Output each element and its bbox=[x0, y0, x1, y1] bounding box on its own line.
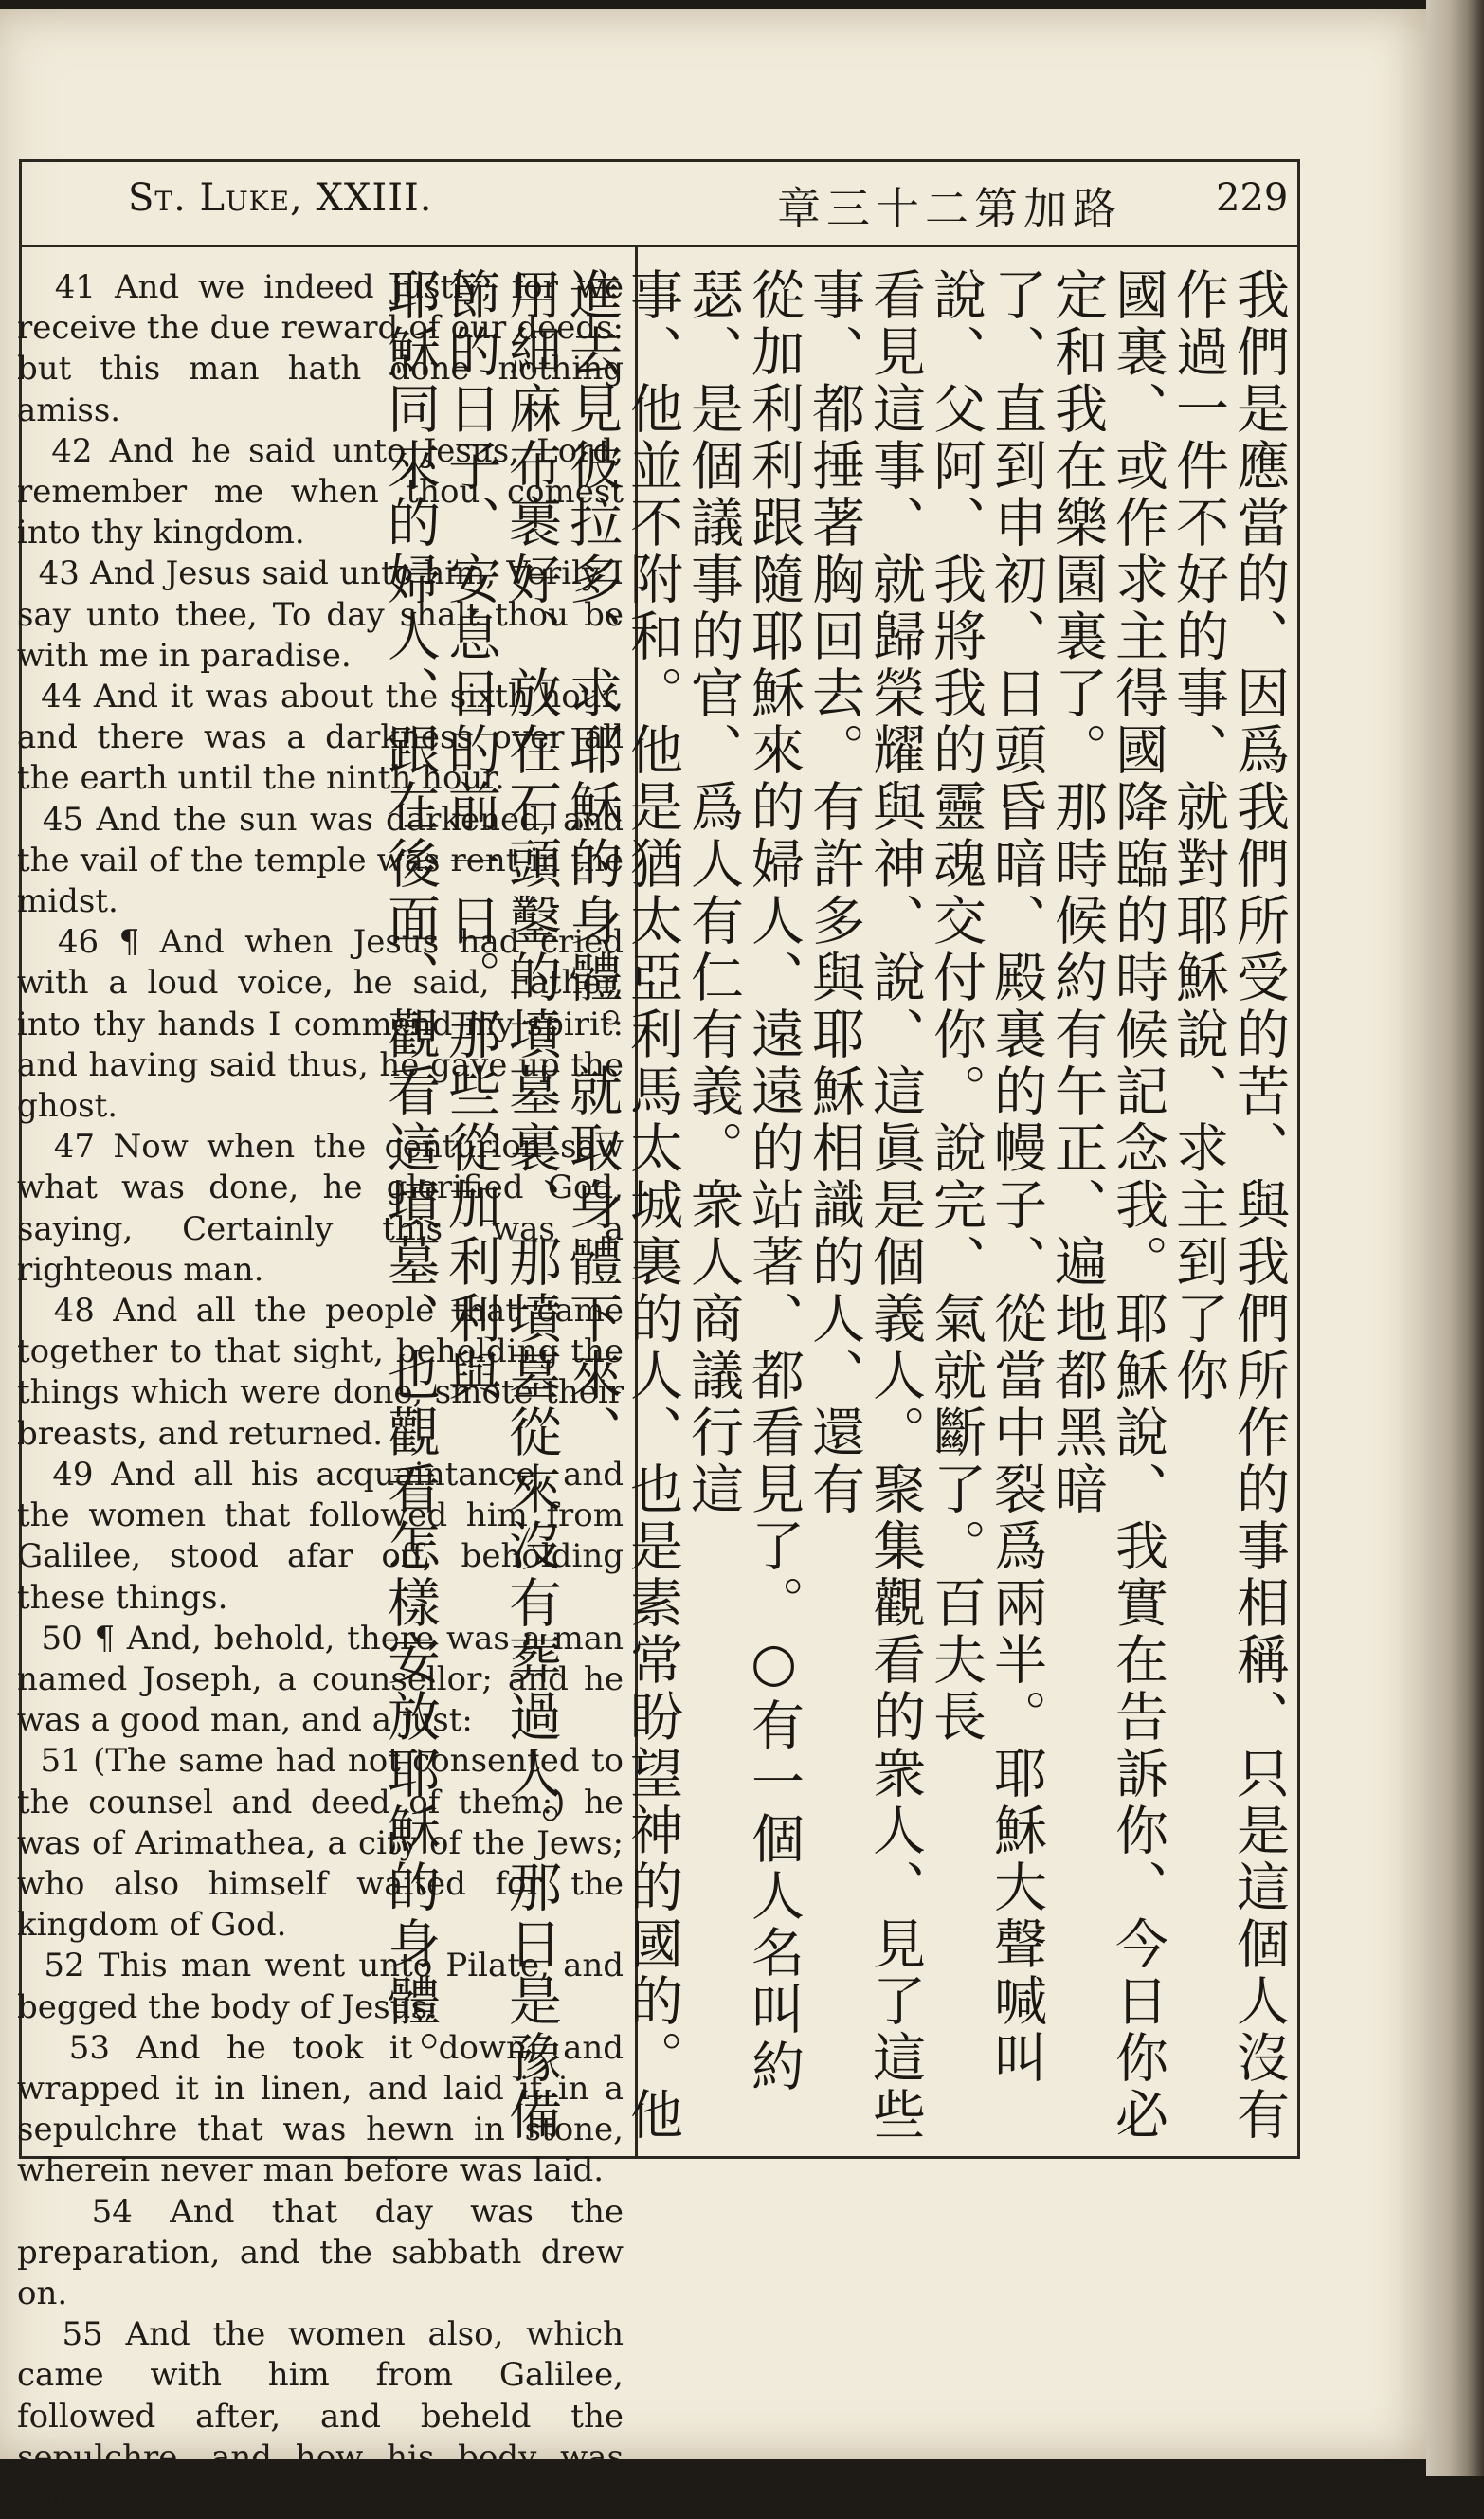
verse-number: 54 bbox=[91, 2192, 133, 2231]
verse-number: 45 bbox=[42, 800, 84, 839]
verse-number: 48 bbox=[53, 1292, 95, 1331]
running-head-english: St. Luke, XXIII. bbox=[128, 176, 433, 220]
verse-text: This man went unto Pilate, and begged the body of Jesus. bbox=[17, 1947, 624, 2026]
chinese-column-7: 用細麻布裹好、放在石頭鑿的墳墓裏、那墳墓從來沒有葬過人。那日是豫備節的日子、安息日的前一日。那些從加利利與 bbox=[440, 267, 562, 2144]
verse-text: And Jesus said unto him, Verily I say unto thee, To day shalt thou be with me in paradise. bbox=[17, 554, 624, 675]
verse-text: (The same had not consented to the counsel and deed of them:) he was of Arimathea, a city of the Jews; who also himself waited for the kingdom of God. bbox=[17, 1742, 624, 1945]
verse-text: ¶ And, behold, there was a man named Joseph, a counsellor; and he was a good man, and a just: bbox=[17, 1619, 624, 1740]
verse-number: 51 bbox=[40, 1742, 81, 1781]
verse-text: And we indeed justly; for we receive the due reward of our deeds: but this man hath done nothing amiss. bbox=[17, 268, 624, 429]
verse-number: 44 bbox=[41, 678, 82, 716]
chinese-column-3: 了、直到申初、日頭昏暗、殿裏的幔子、從當中裂爲兩半。耶穌大聲喊叫說、父阿、我將我的靈魂交付你。說完、氣就斷了。百夫長 bbox=[925, 267, 1047, 2087]
chinese-column-5: 從加利利跟隨耶穌來的婦人、遠遠的站著、都看見了。○有一個人名叫約瑟、是個議事的官、爲人有仁有義。衆人商議行這 bbox=[682, 267, 805, 2095]
chinese-column-6: 事、他並不附和。他是猶太亞利馬太城裏的人、也是素常盼望神的國的。他進去見彼拉多、求耶穌的身體。就取身體下來、 bbox=[561, 267, 683, 2144]
verse-number: 46 bbox=[57, 923, 100, 962]
verse-number: 41 bbox=[54, 268, 97, 306]
verse-text: And he took it down, and wrapped it in linen, and laid it in a sepulchre that was hewn in stone, wherein never man before was laid. bbox=[17, 2028, 624, 2190]
verse-55 bbox=[17, 2314, 624, 2519]
chinese-text-column bbox=[379, 267, 1290, 2144]
verse-number: 52 bbox=[44, 1947, 85, 1985]
chinese-column-8: 耶穌同來的婦人、跟在後面、觀看這墳墓、也觀看怎樣安放耶穌的身體。 bbox=[379, 267, 441, 2087]
verse-number: 55 bbox=[62, 2315, 103, 2354]
verse-number: 49 bbox=[52, 1455, 94, 1494]
verse-text: And all the people that came together to that sight, beholding the things which were done, smote their breasts, and returned. bbox=[17, 1292, 624, 1453]
header-rule bbox=[19, 245, 1300, 247]
verse-number: 53 bbox=[68, 2028, 110, 2067]
page-number: 229 bbox=[1216, 176, 1289, 220]
verse-text: ¶ And when Jesus had cried with a loud voice, he said, Father, into thy hands I commend my spirit: and having said thus, he gave up the ghost. bbox=[17, 923, 624, 1126]
verse-text: And he said unto Jesus, Lord, remember me when thou comest into thy kingdom. bbox=[17, 431, 624, 553]
verse-text: Now when the centurion saw what was done, he glorified God, saying, Certainly this was a righteous man. bbox=[17, 1128, 624, 1289]
verse-number: 43 bbox=[38, 554, 80, 593]
verse-number: 47 bbox=[53, 1128, 96, 1167]
verse-number: 50 bbox=[41, 1619, 82, 1658]
book-spine bbox=[1426, 0, 1484, 2476]
running-head-chinese: 章三十二第加路 bbox=[777, 183, 1122, 234]
verse-54 bbox=[17, 2192, 624, 2315]
chinese-column-2: 國裏、或作求主得國降臨的時候記念我。耶穌說、我實在告訴你、今日你必定和我在樂園裏了。那時候約有午正、遍地都黑暗 bbox=[1046, 267, 1168, 2144]
verse-text: And the women also, which came with him from Galilee, followed after, and beheld the sepulchre, and how his body was laid. bbox=[17, 2315, 624, 2517]
verse-text: And that day was the preparation, and the sabbath drew on. bbox=[17, 2192, 624, 2312]
chinese-column-1: 我們是應當的、因爲我們所受的苦、與我們所作的事相稱、只是這個人沒有作過一件不好的事、就對耶穌說、求主到了你 bbox=[1167, 267, 1290, 2144]
verse-text: And it was about the sixth hour, and there was a darkness over all the earth until the ninth hour. bbox=[17, 678, 624, 798]
verse-number: 42 bbox=[51, 431, 93, 470]
verse-text: And the sun was darkened, and the vail of the temple was rent in the midst. bbox=[17, 800, 624, 921]
chinese-column-4: 看見這事、就歸榮耀與神、說、這眞是個義人。聚集觀看的衆人、見了這些事、都捶著胸回去。有許多與耶穌相識的人、還有 bbox=[804, 267, 926, 2144]
verse-text: And all his acquaintance, and the women that followed him from Galilee, stood afar off, beholding these things. bbox=[17, 1455, 624, 1617]
